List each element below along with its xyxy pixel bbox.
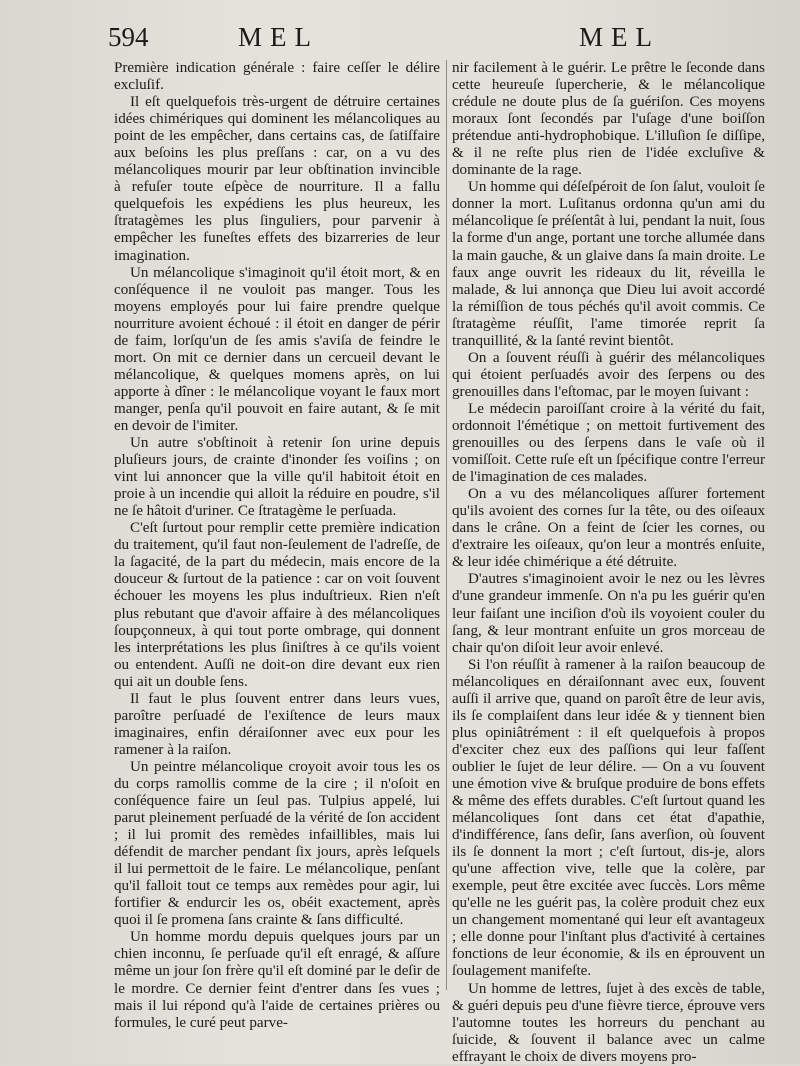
right-column <box>452 60 765 1065</box>
paragraph: Le médecin paroiſſant croire à la vérité du fait, ordonnoit l'émétique ; on mettoit furtivement des grenouilles ou des ſerpens dans le vaſe où il vomiſſoit. Cette ruſe eſt un ſpécifique contre l'erreur de l'imagination de ces malades. <box>452 400 765 486</box>
page-number: 594 <box>108 22 149 52</box>
paragraph: Un homme mordu depuis quelques jours par un chien inconnu, ſe perſuade qu'il eſt enragé, & aſſure même un jour ſon frère qu'il eſt dominé par le deſir de le mordre. Ce dernier feint d'entrer dans ſes vues ; mais il lui répond qu'à l'aide de certaines prières ou formules, le curé peut parve- <box>114 929 440 1031</box>
paragraph: Un mélancolique s'imaginoit qu'il étoit mort, & en conſéquence il ne vouloit pas manger. Tous les moyens employés pour lui faire prendre quelque nourriture avoient échoué : il étoit en danger de périr de faim, lorſqu'un de ſes amis s'aviſa de feindre le mort. On mit ce dernier dans un cercueil devant le mélancolique, & quelques momens après, on lui apporte à dîner : le mélancolique voyant le faux mort manger, penſa qu'il pouvoit en faire autant, & ſe mit en devoir de l'imiter. <box>114 264 440 434</box>
paragraph: Il faut le plus ſouvent entrer dans leurs vues, paroître perſuadé de l'exiſtence de leurs maux imaginaires, enfin déraiſonner avec eux pour les ramener à la raiſon. <box>114 690 440 758</box>
paragraph: On a vu des mélancoliques aſſurer fortement qu'ils avoient des cornes ſur la tête, ou des oiſeaux dans le crâne. On a feint de ſcier les cornes, ou d'extraire les oiſeaux, qu'on leur a montrés enſuite, & leur idée chimérique a été détruite. <box>452 486 765 571</box>
headword-right: MEL <box>579 22 660 52</box>
paragraph: D'autres s'imaginoient avoir le nez ou les lèvres d'une grandeur immenſe. On n'a pu les guérir qu'en leur faiſant une inciſion d'où ils voyoient couler du ſang, & leur montrant enſuite un gros morceau de chair qu'on diſoit leur avoir enlevé. <box>452 571 765 656</box>
paragraph: Un autre s'obſtinoit à retenir ſon urine depuis pluſieurs jours, de crainte d'inonder ſes voiſins ; on vint lui annoncer que la ville qu'il habitoit étoit en proie à un incendie qui alloit la réduire en poudre, s'il ne ſe hâtoit d'uriner. Ce ſtratagème le perſuada. <box>114 435 440 520</box>
paragraph: Si l'on réuſſit à ramener à la raiſon beaucoup de mélancoliques en déraiſonnant avec eux, ſouvent auſſi il arrive que, quand on paroît être de leur avis, ils ſe complaiſent dans leur idée & y tiennent bien plus opiniâtrément : il eſt quelquefois à propos d'exciter chez eux des paſſions qui leur faſſent oublier le ſujet de leur délire. — On a vu ſouvent une émotion vive & bruſque produire de bons effets & même des effets durables. C'eſt ſurtout quand les mélancoliques ſont dans cet état d'apathie, d'indifférence, ſans deſir, ſans averſion, où ſouvent ils ſe donnent la mort ; c'eſt ſurtout, dis-je, alors qu'une affection vive, telle que la colère, par exemple, peut être excitée avec ſuccès. Lors même qu'elle ne les guérit pas, la colère produit chez eux un changement momentané qui leur eſt avantageux ; elle donne pour l'inſtant plus d'activité à certaines fonctions de leur économie, & ils en éprouvent un ſoulagement manifeſte. <box>452 656 765 980</box>
running-head <box>0 18 800 58</box>
paragraph: Un homme qui déſeſpéroit de ſon ſalut, vouloit ſe donner la mort. Luſitanus ordonna qu'un ami du mélancolique ſe préſentât à lui, pendant la nuit, ſous la forme d'un ange, portant une torche allumée dans la main gauche, & un glaive dans ſa main droite. Le faux ange ouvrit les rideaux du lit, réveilla le malade, & lui annonça que Dieu lui avoit accordé la rémiſſion de tous péchés qu'il avoit commis. Ce ſtratagème réuſſit, l'ame timorée reprit ſa tranquillité, & la ſanté revint bientôt. <box>452 179 765 349</box>
paragraph: Un peintre mélancolique croyoit avoir tous les os du corps ramollis comme de la cire ; il n'oſoit en conſéquence faire un ſeul pas. Tulpius appelé, lui parut pleinement perſuadé de la vérité de ſon accident ; il lui promit des remèdes infaillibles, mais lui défendit de marcher pendant ſix jours, après leſquels il lui permettoit de le faire. Le mélancolique, penſant qu'il falloit tout ce temps aux remèdes pour agir, lui fortifier & endurcir les os, obéit exactement, après quoi il ſe promena ſans crainte & ſans difficulté. <box>114 758 440 929</box>
left-column <box>114 60 440 1050</box>
headword-left: MEL <box>238 22 319 52</box>
paragraph: nir facilement à le guérir. Le prêtre le ſeconde dans cette heureuſe ſupercherie, & le mélancolique crédule ne doute plus de ſa guériſon. Ces moyens moraux ſont ſecondés par l'uſage d'une boiſſon prétendue anti-hydrophobique. L'illuſion ſe diſſipe, & il ne reſte plus rien de l'idée excluſive & dominante de la rage. <box>452 60 765 179</box>
paragraph: Première indication générale : faire ceſſer le délire excluſif. <box>114 60 440 94</box>
paragraph: C'eſt ſurtout pour remplir cette première indication du traitement, qu'il faut non-ſeulement de l'adreſſe, de la ſagacité, de la part du médecin, mais encore de la douceur & ſurtout de la patience : car on voit ſouvent échouer les moyens les plus induſtrieux. Rien n'eſt plus rebutant que d'avoir affaire à des mélancoliques ſoupçonneux, à qui tout porte ombrage, qui donnent les interprétations les plus ſiniſtres à ce qu'ils voient ou entendent. Auſſi ne doit-on dire devant eux rien qui ait un double ſens. <box>114 520 440 690</box>
column-divider <box>446 60 447 990</box>
paragraph: Il eſt quelquefois très-urgent de détruire certaines idées chimériques qui dominent les mélancoliques au point de les empêcher, dans certains cas, de ſatiſfaire aux beſoins les plus preſſans : car, on a vu des mélancoliques mourir par leur obſtination invincible à refuſer toute eſpèce de nourriture. Il a fallu quelquefois les expédiens les plus heureux, les ſtratagèmes les plus ſinguliers, pour parvenir à empêcher les funeſtes effets des bizarreries de leur imagination. <box>114 94 440 264</box>
paragraph: Un homme de lettres, ſujet à des excès de table, & guéri depuis peu d'une fièvre tierce, éprouve vers l'automne toutes les horreurs du penchant au ſuicide, & ſouvent il balance avec un calme effrayant le choix de divers moyens pro- <box>452 980 765 1065</box>
paragraph: On a ſouvent réuſſi à guérir des mélancoliques qui étoient perſuadés avoir des ſerpens ou des grenouilles dans l'eſtomac, par le moyen ſuivant : <box>452 349 765 400</box>
